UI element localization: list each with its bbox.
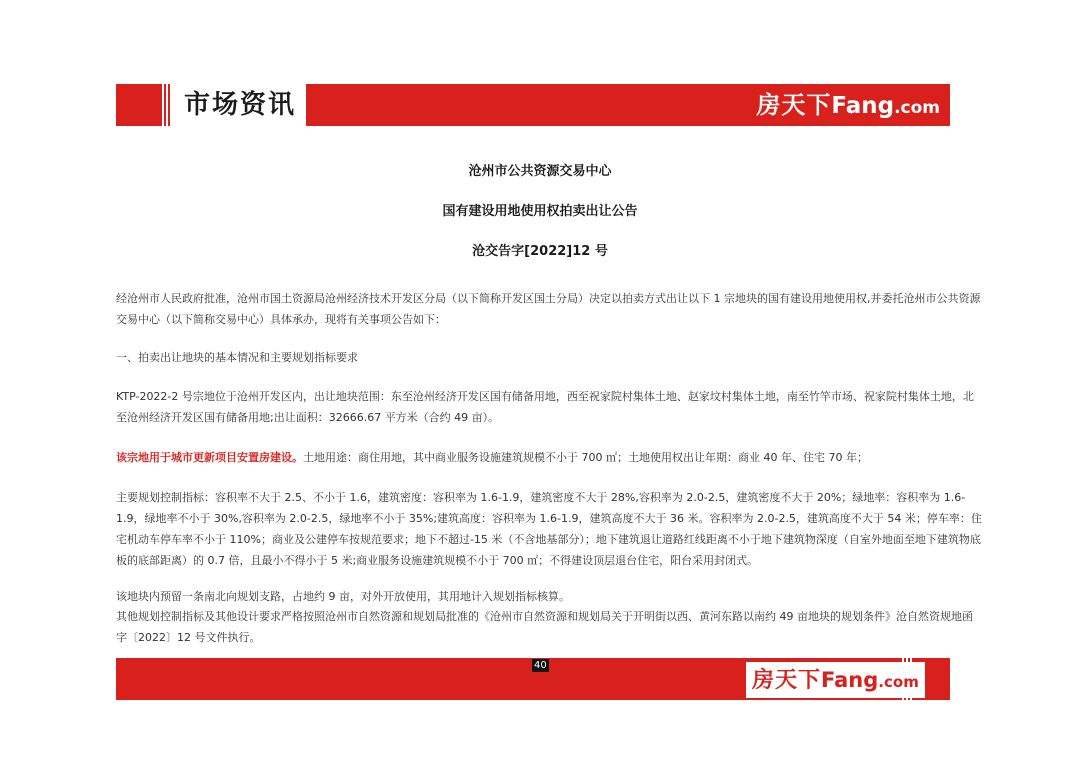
- section-1-heading: 一、拍卖出让地块的基本情况和主要规划指标要求: [116, 351, 358, 364]
- header-divider-bar: [168, 84, 170, 126]
- other-requirements-paragraph: 其他规划控制指标及其他设计要求严格按照沧州市自然资源和规划局批准的《沧州市自然资源和规划局关于开明街以西、黄河东路以南约 49 亩地块的规划条件》沧自然资规地函字〔2022〕12 号文件执行。: [116, 610, 973, 644]
- announcement-title: 国有建设用地使用权拍卖出让公告: [442, 204, 638, 219]
- highlight-text: 该宗地用于城市更新项目安置房建设。: [116, 451, 303, 464]
- road-note-paragraph: 该地块内预留一条南北向规划支路，占地约 9 亩，对外开放使用，其用地计入规划指标核算。: [116, 590, 570, 603]
- logo-en-text: Fang: [831, 93, 895, 119]
- footer-logo-cn-text: 房天下: [752, 668, 822, 693]
- planning-indicators-paragraph: 主要规划控制指标：容积率不大于 2.5、不小于 1.6，建筑密度：容积率为 1.6-1.9，建筑密度不大于 28%,容积率为 2.0-2.5，建筑密度不大于 20%；绿地率：容积率为 1.6-1.9，绿地率不小于 30%,容积率为 2.0-2.5，绿地率不小于 35%;建筑高度：容积率为 1.6-1.9，建筑高度不大于 36 米。容积率为 2.0-2.5，建筑高度不大于 54 米；停车率：住宅机动车停车率不小于 110%；商业及公建停车按规范要求；地下不超过-15 米（不含地基部分）；地下建筑退让道路红线距离不小于地下建筑物深度（自室外地面至地下建筑物底板的底部距离）的 0.7 倍，且最小不得小于 5 米;商业服务设施建筑规模不小于 700 ㎡；不得建设顶层退台住宅，阳台采用封闭式。: [116, 491, 982, 567]
- fang-logo: [756, 84, 940, 126]
- parcel-info-paragraph: KTP-2022-2 号宗地位于沧州开发区内，出让地块范围：东至沧州经济开发区国有储备用地，西至祝家院村集体土地、赵家坟村集体土地，南至竹竿市场、祝家院村集体土地，北至沧州经济开发区国有储备用地;出让面积：32666.67 平方米（合约 49 亩）。: [116, 390, 974, 424]
- section-title: 市场资讯: [184, 90, 297, 120]
- footer-fang-logo: [746, 662, 925, 698]
- header-red-block-right: [306, 84, 950, 126]
- footer-logo-com-text: .com: [878, 673, 919, 691]
- logo-com-text: .com: [894, 98, 940, 118]
- land-use-text: 土地用途：商住用地，其中商业服务设施建筑规模不小于 700 ㎡；土地使用权出让年期：商业 40 年、住宅 70 年；: [303, 451, 868, 464]
- land-use-paragraph: [116, 447, 982, 468]
- header-red-block-left: [116, 84, 162, 126]
- intro-paragraph: 经沧州市人民政府批准，沧州市国土资源局沧州经济技术开发区分局（以下简称开发区国土分局）决定以拍卖方式出让以下 1 宗地块的国有建设用地使用权,并委托沧州市公共资源交易中心（以下简称交易中心）具体承办，现将有关事项公告如下：: [116, 292, 981, 326]
- document-number: 沧交告字[2022]12 号: [472, 244, 608, 259]
- page-number: 40: [534, 660, 547, 671]
- issuer-heading: 沧州市公共资源交易中心: [468, 164, 612, 179]
- header-divider-bar: [164, 84, 166, 126]
- footer-logo-en-text: Fang: [821, 668, 879, 692]
- logo-cn-text: 房天下: [756, 91, 832, 119]
